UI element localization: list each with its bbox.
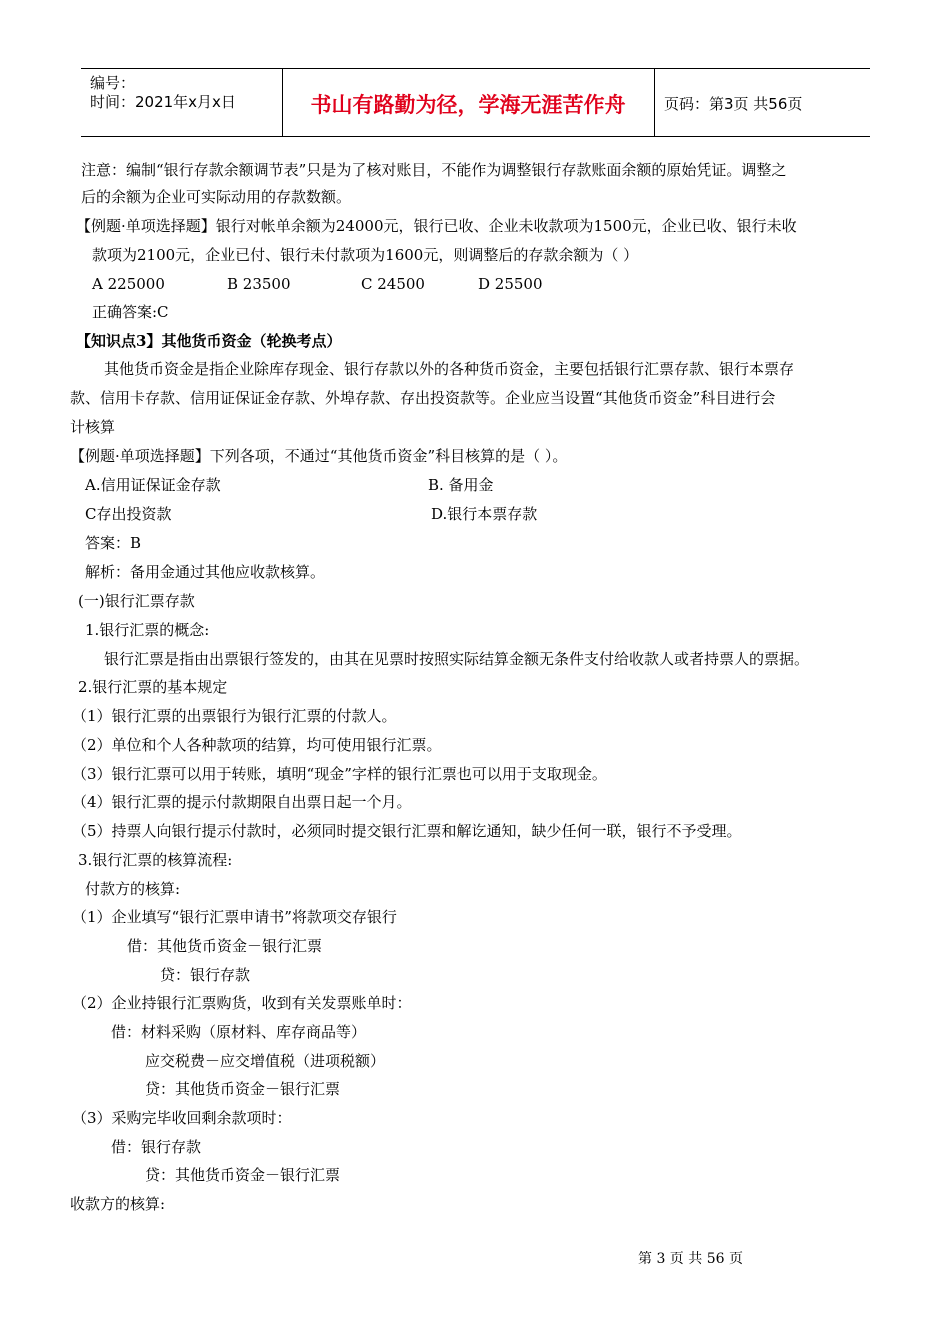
example-2-option-b: B. 备用金 xyxy=(428,476,494,494)
rule-1: （1）银行汇票的出票银行为银行汇票的付款人。 xyxy=(72,707,397,725)
rule-5: （5）持票人向银行提示付款时，必须同时提交银行汇票和解讫通知，缺少任何一联，银行不予受理。 xyxy=(72,822,742,840)
note-line-1: 注意：编制“银行存款余额调节表”只是为了核对账目，不能作为调整银行存款账面余额的原始凭证。调整之 xyxy=(81,161,787,179)
section-1-heading: (一)银行汇票存款 xyxy=(78,592,195,610)
step-2-debit: 借：材料采购（原材料、库存商品等） xyxy=(111,1023,367,1041)
example-2-question: 【例题·单项选择题】下列各项，不通过“其他货币资金”科目核算的是（ ）。 xyxy=(70,447,568,465)
payee-heading: 收款方的核算: xyxy=(70,1195,166,1213)
step-2: （2）企业持银行汇票购货，收到有关发票账单时： xyxy=(72,994,412,1012)
step-2-credit: 贷：其他货币资金－银行汇票 xyxy=(145,1080,341,1098)
example-2-analysis: 解析：备用金通过其他应收款核算。 xyxy=(85,563,326,581)
header-top-rule xyxy=(81,68,870,69)
section-1-3-heading: 3.银行汇票的核算流程: xyxy=(78,851,233,869)
example-1-option-d: D 25500 xyxy=(478,275,543,293)
step-1: （1）企业填写“银行汇票申请书”将款项交存银行 xyxy=(72,908,397,926)
payer-heading: 付款方的核算: xyxy=(85,880,181,898)
header-divider-right xyxy=(654,68,655,136)
knowledge-point-3-para-line-1: 其他货币资金是指企业除库存现金、银行存款以外的各种货币资金，主要包括银行汇票存款、银行本票存 xyxy=(104,360,795,378)
step-1-credit: 贷：银行存款 xyxy=(160,966,251,984)
knowledge-point-3-para-line-2: 款、信用卡存款、信用证保证金存款、外埠存款、存出投资款等。企业应当设置“其他货币资金”科目进行会 xyxy=(70,389,776,407)
step-1-debit: 借：其他货币资金－银行汇票 xyxy=(127,937,323,955)
knowledge-point-3-para-line-3: 计核算 xyxy=(70,418,116,436)
example-1-question-line-2: 款项为2100元，企业已付、银行未付款项为1600元，则调整后的存款余额为（ ） xyxy=(92,246,639,264)
example-2-option-a: A.信用证保证金存款 xyxy=(85,476,221,494)
note-line-2: 后的余额为企业可实际动用的存款数额。 xyxy=(81,188,352,206)
example-1-option-a: A 225000 xyxy=(92,275,165,293)
knowledge-point-3-title: 【知识点3】其他货币资金（轮换考点） xyxy=(76,332,342,350)
step-3-debit: 借：银行存款 xyxy=(111,1138,202,1156)
section-1-1-text: 银行汇票是指由出票银行签发的，由其在见票时按照实际结算金额无条件支付给收款人或者持票人的票据。 xyxy=(104,650,810,668)
header-motto: 书山有路勤为径，学海无涯苦作舟 xyxy=(310,93,626,117)
example-1-answer: 正确答案:C xyxy=(92,303,169,321)
header-page-info: 页码：第3页 共56页 xyxy=(664,95,803,113)
section-1-2-heading: 2.银行汇票的基本规定 xyxy=(78,678,228,696)
header-date: 时间：2021年x月x日 xyxy=(90,93,236,111)
header-number-label: 编号： xyxy=(90,74,136,92)
rule-4: （4）银行汇票的提示付款期限自出票日起一个月。 xyxy=(72,793,412,811)
example-2-answer: 答案：B xyxy=(85,534,142,552)
section-1-1-heading: 1.银行汇票的概念: xyxy=(85,621,210,639)
rule-2: （2）单位和个人各种款项的结算，均可使用银行汇票。 xyxy=(72,736,442,754)
step-3: （3）采购完毕收回剩余款项时： xyxy=(72,1109,292,1127)
example-1-option-b: B 23500 xyxy=(227,275,291,293)
header-bottom-rule xyxy=(81,136,870,137)
page-footer: 第 3 页 共 56 页 xyxy=(638,1251,743,1267)
rule-3: （3）银行汇票可以用于转账，填明“现金”字样的银行汇票也可以用于支取现金。 xyxy=(72,765,607,783)
example-1-option-c: C 24500 xyxy=(361,275,425,293)
step-2-debit-tax: 应交税费－应交增值税（进项税额） xyxy=(145,1052,386,1070)
example-1-question-line-1: 【例题·单项选择题】银行对帐单余额为24000元，银行已收、企业未收款项为1500元，企业已收、银行未收 xyxy=(76,217,797,235)
example-2-option-c: C存出投资款 xyxy=(85,505,172,523)
step-3-credit: 贷：其他货币资金－银行汇票 xyxy=(145,1166,341,1184)
example-2-option-d: D.银行本票存款 xyxy=(431,505,538,523)
